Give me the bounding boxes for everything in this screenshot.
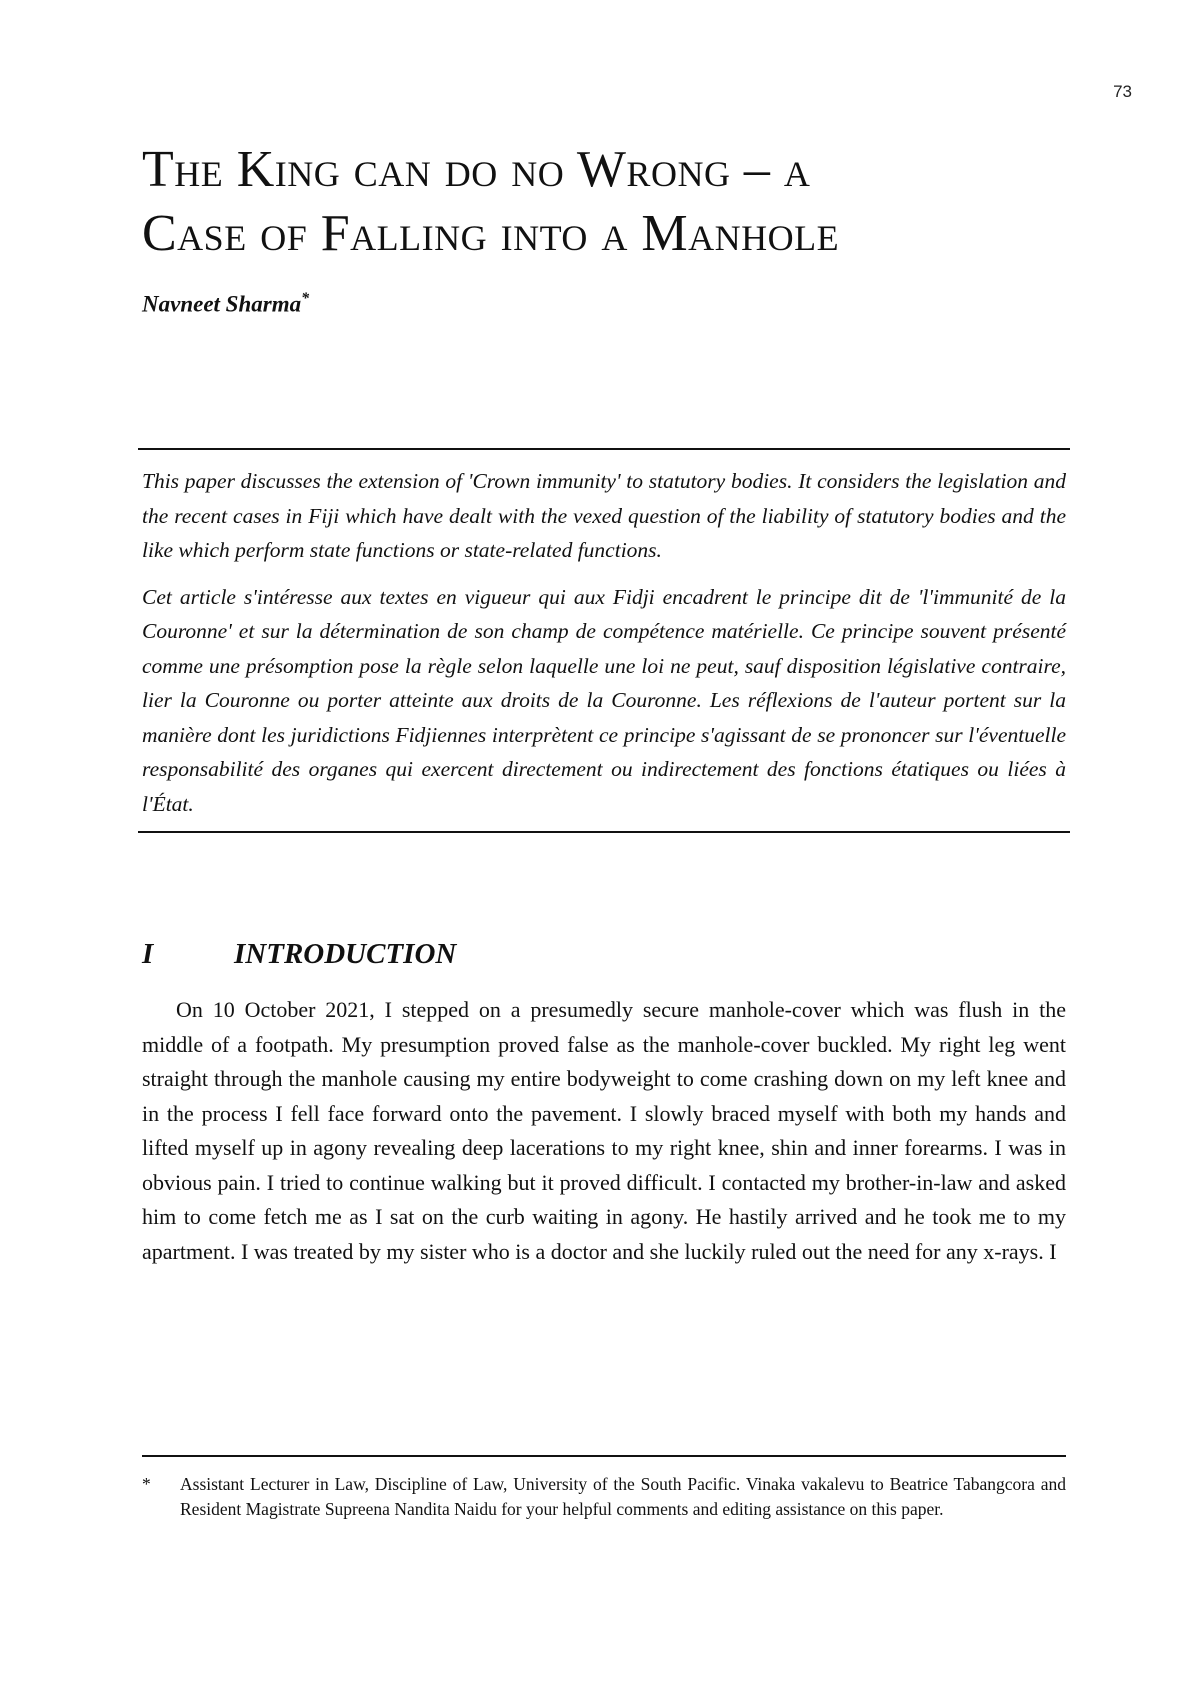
article-title-line-2: Case of Falling into a Manhole <box>142 205 840 262</box>
author-name: Navneet Sharma <box>142 291 302 317</box>
author-footnote-marker[interactable]: * <box>301 290 310 307</box>
introduction-paragraph: On 10 October 2021, I stepped on a presumedly secure manhole-cover which was flush in the middle of a footpath. My presumption proved false as the manhole-cover buckled. My right leg went straight through the manhole causing my entire bodyweight to come crashing down on my left knee and in the process I fell face forward onto the pavement. I slowly braced myself with both my hands and lifted myself up in agony revealing deep lacerations to my right knee, shin and inner forearms. I was in obvious pain. I tried to continue walking but it proved difficult. I contacted my brother-in-law and asked him to come fetch me as I sat on the curb waiting in agony. He hastily arrived and he took me to my apartment. I was treated by my sister who is a doctor and she luckily ruled out the need for any x-rays. I <box>142 997 1066 1264</box>
article-title-line-1: The King can do no Wrong – a <box>142 141 811 198</box>
article-title <box>142 138 1082 266</box>
page-number: 73 <box>1113 82 1132 101</box>
footnote-marker: * <box>142 1474 151 1494</box>
section-number: I <box>142 938 154 970</box>
abstract-french: Cet article s'intéresse aux textes en vigueur qui aux Fidji encadrent le principe dit de 'l'immunité de la Couronne' et sur la détermination de son champ de compétence matérielle. Ce principe souvent présenté comme une présomption pose la règle selon laquelle une loi ne peut, sauf disposition législative contraire, lier la Couronne ou porter atteinte aux droits de la Couronne. Les réflexions de l'auteur portent sur la manière dont les juridictions Fidjiennes interprètent ce principe s'agissant de se prononcer sur l'éventuelle responsabilité des organes qui exercent directement ou indirectement des fonctions étatiques ou liées à l'État. <box>142 584 1066 816</box>
footnote <box>142 1472 1066 1522</box>
author-byline <box>142 290 309 318</box>
footnote-divider <box>142 1455 1066 1457</box>
abstract-english: This paper discusses the extension of 'Crown immunity' to statutory bodies. It considers the legislation and the recent cases in Fiji which have dealt with the vexed question of the liability of statutory bodies and the like which perform state functions or state-related functions. <box>142 469 1066 562</box>
footnote-text: Assistant Lecturer in Law, Discipline of Law, University of the South Pacific. Vinaka vakalevu to Beatrice Tabangcora and Resident Magistrate Supreena Nandita Naidu for your helpful comments and editing assistance on this paper. <box>180 1474 1066 1519</box>
section-title: INTRODUCTION <box>234 938 457 970</box>
abstract-box <box>138 448 1070 833</box>
section-heading <box>142 938 456 971</box>
